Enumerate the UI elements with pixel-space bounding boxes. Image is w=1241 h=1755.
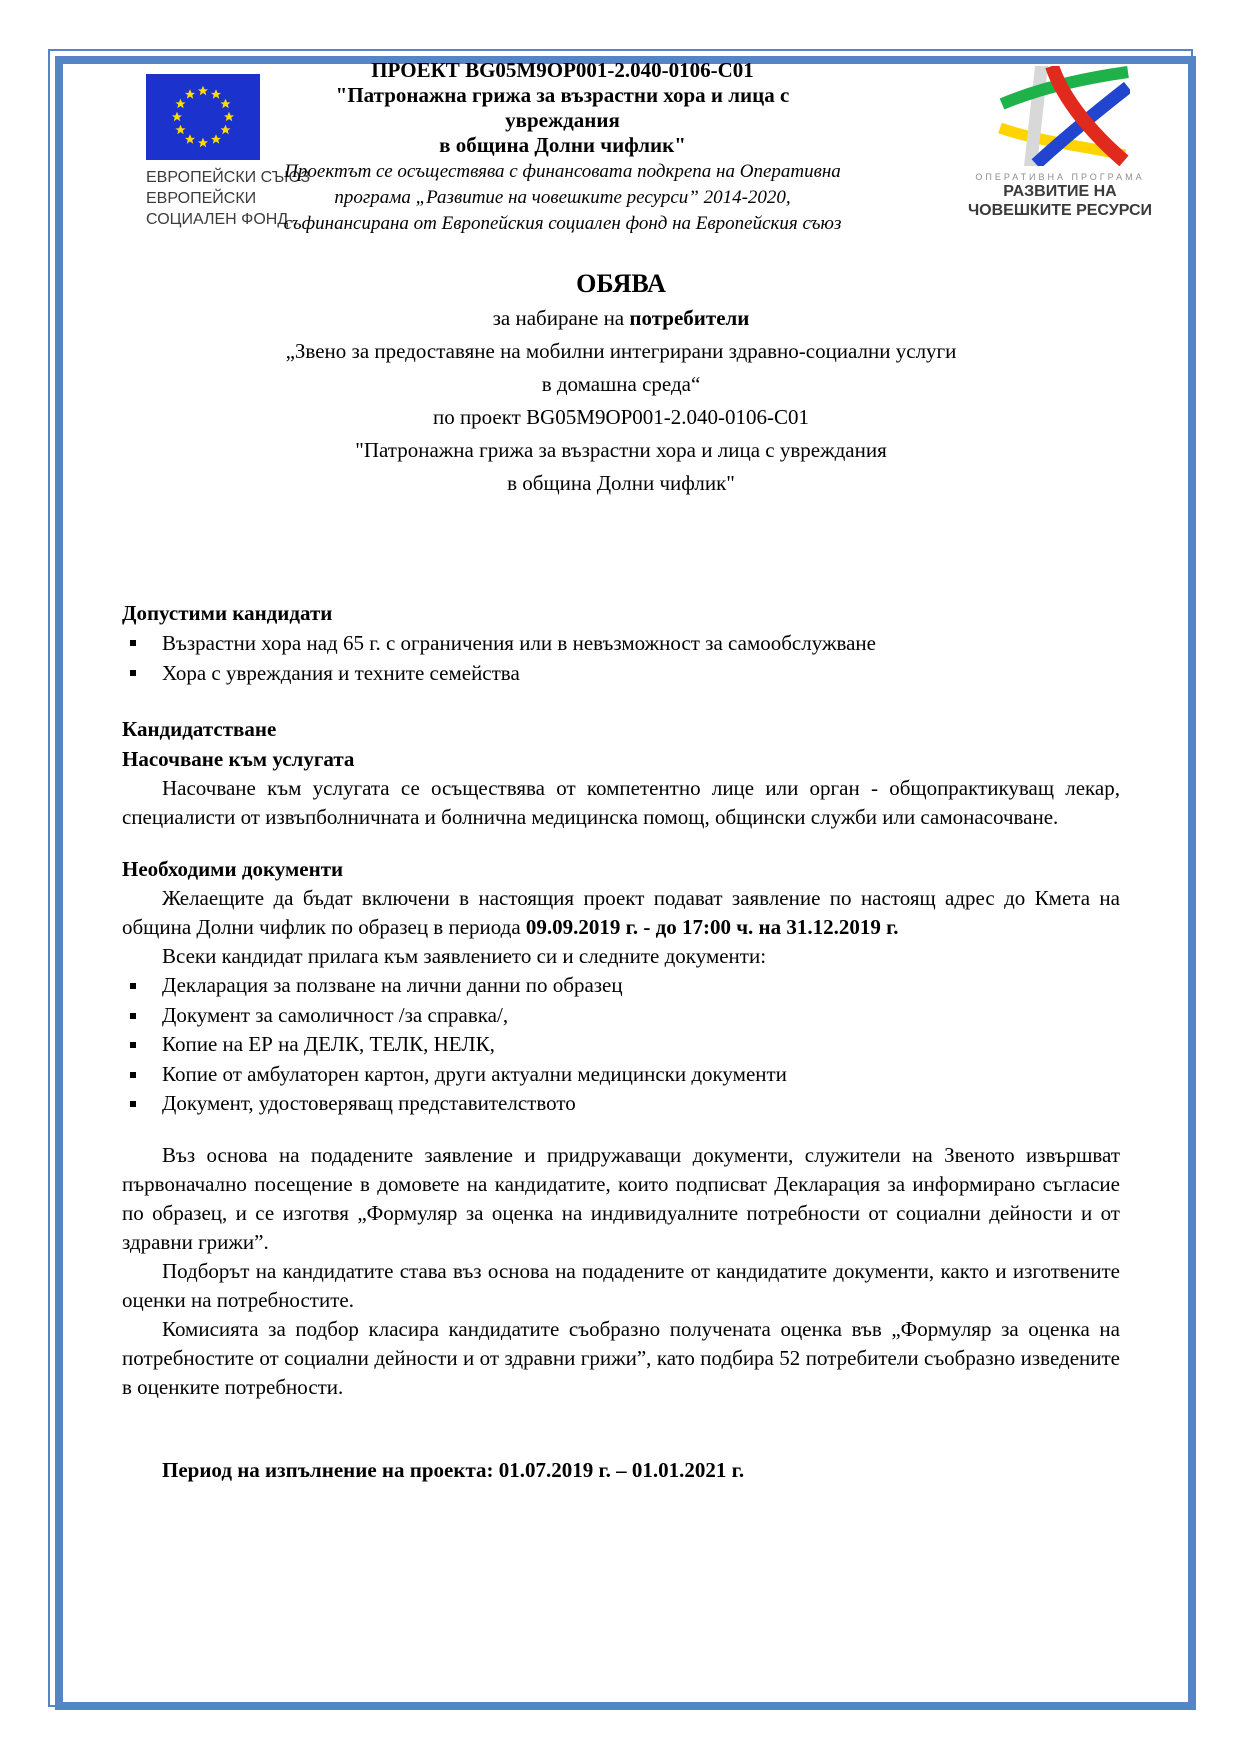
list-item: Документ, удостоверяващ представителството [122,1089,1120,1119]
list-item: Документ за самоличност /за справка/, [122,1001,1120,1031]
documents-paragraph-2: Всеки кандидат прилага към заявлението си и следните документи: [162,944,767,968]
selection-paragraph-3: Комисията за подбор класира кандидатите съобразно получената оценка във „Формуляр за оценка на потребностите от социални дейности и от здравни грижи”, като подбира 52 потребители съобразно изведените в оценките потребности. [122,1316,1120,1399]
eu-caption-line1: ЕВРОПЕЙСКИ СЪЮЗ [146,169,311,186]
eu-caption-line3: СОЦИАЛЕН ФОНД [146,211,289,228]
announcement-line7: в община Долни чифлик" [507,471,735,495]
announcement-line5: по проект BG05M9OP001-2.040-0106-C01 [432,405,810,429]
eu-flag-icon [146,74,260,160]
announcement-title-block [122,266,1120,500]
selection-paragraph-1: Въз основа на подадените заявление и придружаващи документи, служители на Звеното извършват първоначално посещение в домовете на кандидатите, които подписват Декларация за информирано съгласие по образец, и се изготвя „Формуляр за оценка на индивидуалните потребности от социални дейности и от здравни грижи”. [122,1142,1120,1254]
heading-application: Кандидатстване [122,717,277,741]
announcement-subtitle [122,302,1120,335]
project-header [280,58,845,236]
documents-p1-deadline: 09.09.2019 г. - до 17:00 ч. на 31.12.2019 г. [525,915,899,939]
subtitle-bold: потребители [629,306,750,330]
required-documents-list [122,971,1120,1119]
announcement-line3: „Звено за предоставяне на мобилни интегрирани здравно-социални услуги [285,339,957,363]
heading-eligible-candidates: Допустими кандидати [122,601,333,625]
op-ribbons-icon [990,66,1130,166]
heading-required-documents: Необходими документи [122,857,344,881]
op-caption-line2: ЧОВЕШКИТЕ РЕСУРСИ [967,202,1153,219]
documents-paragraph-1 [122,884,1120,942]
document-body [122,266,1120,1485]
list-item: Копие от амбулаторен картон, други актуални медицински документи [122,1060,1120,1090]
heading-referral: Насочване към услугата [122,747,355,771]
op-logo-block [958,66,1162,220]
referral-paragraph: Насочване към услугата се осъществява от компетентно лице или орган - общопрактикуващ лекар, специалисти от извъпболничната и болнична медицинска помощ, общински служби или самонасочване. [122,776,1120,829]
announcement-title: ОБЯВА [576,269,666,298]
funding-note-line2: програма „Развитие на човешките ресурси” 2014-2020, [334,187,791,208]
funding-note-line1: Проектът се осъществява с финансовата подкрепа на Оперативна [284,161,841,182]
op-caption-line1: РАЗВИТИЕ НА [1003,183,1117,200]
project-name-line2: в община Долни чифлик" [439,133,686,157]
list-item: Декларация за ползване на лични данни по образец [122,971,1120,1001]
eu-caption-line2: ЕВРОПЕЙСКИ [146,190,257,207]
funding-note-line3: съфинансирана от Европейския социален фонд на Европейския съюз [283,213,842,234]
eligible-candidates-list [122,628,1120,688]
list-item: Копие на ЕР на ДЕЛК, ТЕЛК, НЕЛК, [122,1030,1120,1060]
list-item: Хора с увреждания и техните семейства [122,658,1120,688]
project-name-line1: "Патронажна грижа за възрастни хора и лица с увреждания [335,83,790,132]
documents-p1-text: Желаещите да бъдат включени в настоящия проект подават заявление по настоящ адрес до Кмета на община Долни чифлик по образец в периода [122,886,1120,939]
announcement-line6: "Патронажна грижа за възрастни хора и лица с увреждания [355,438,887,462]
subtitle-prefix: за набиране на [492,306,630,330]
announcement-line4: в домашна среда“ [541,372,701,396]
op-caption-top: ОПЕРАТИВНА ПРОГРАМА [975,172,1145,182]
list-item: Възрастни хора над 65 г. с ограничения или в невъзможност за самообслужване [122,628,1120,658]
selection-paragraph-2: Подборът на кандидатите става въз основа на подадените от кандидатите документи, както и изготвените оценки на потребностите. [122,1258,1120,1312]
project-period-line: Период на изпълнение на проекта: 01.07.2019 г. – 01.01.2021 г. [162,1457,745,1482]
project-code-line: ПРОЕКТ BG05M9OP001-2.040-0106-C01 [371,58,754,82]
